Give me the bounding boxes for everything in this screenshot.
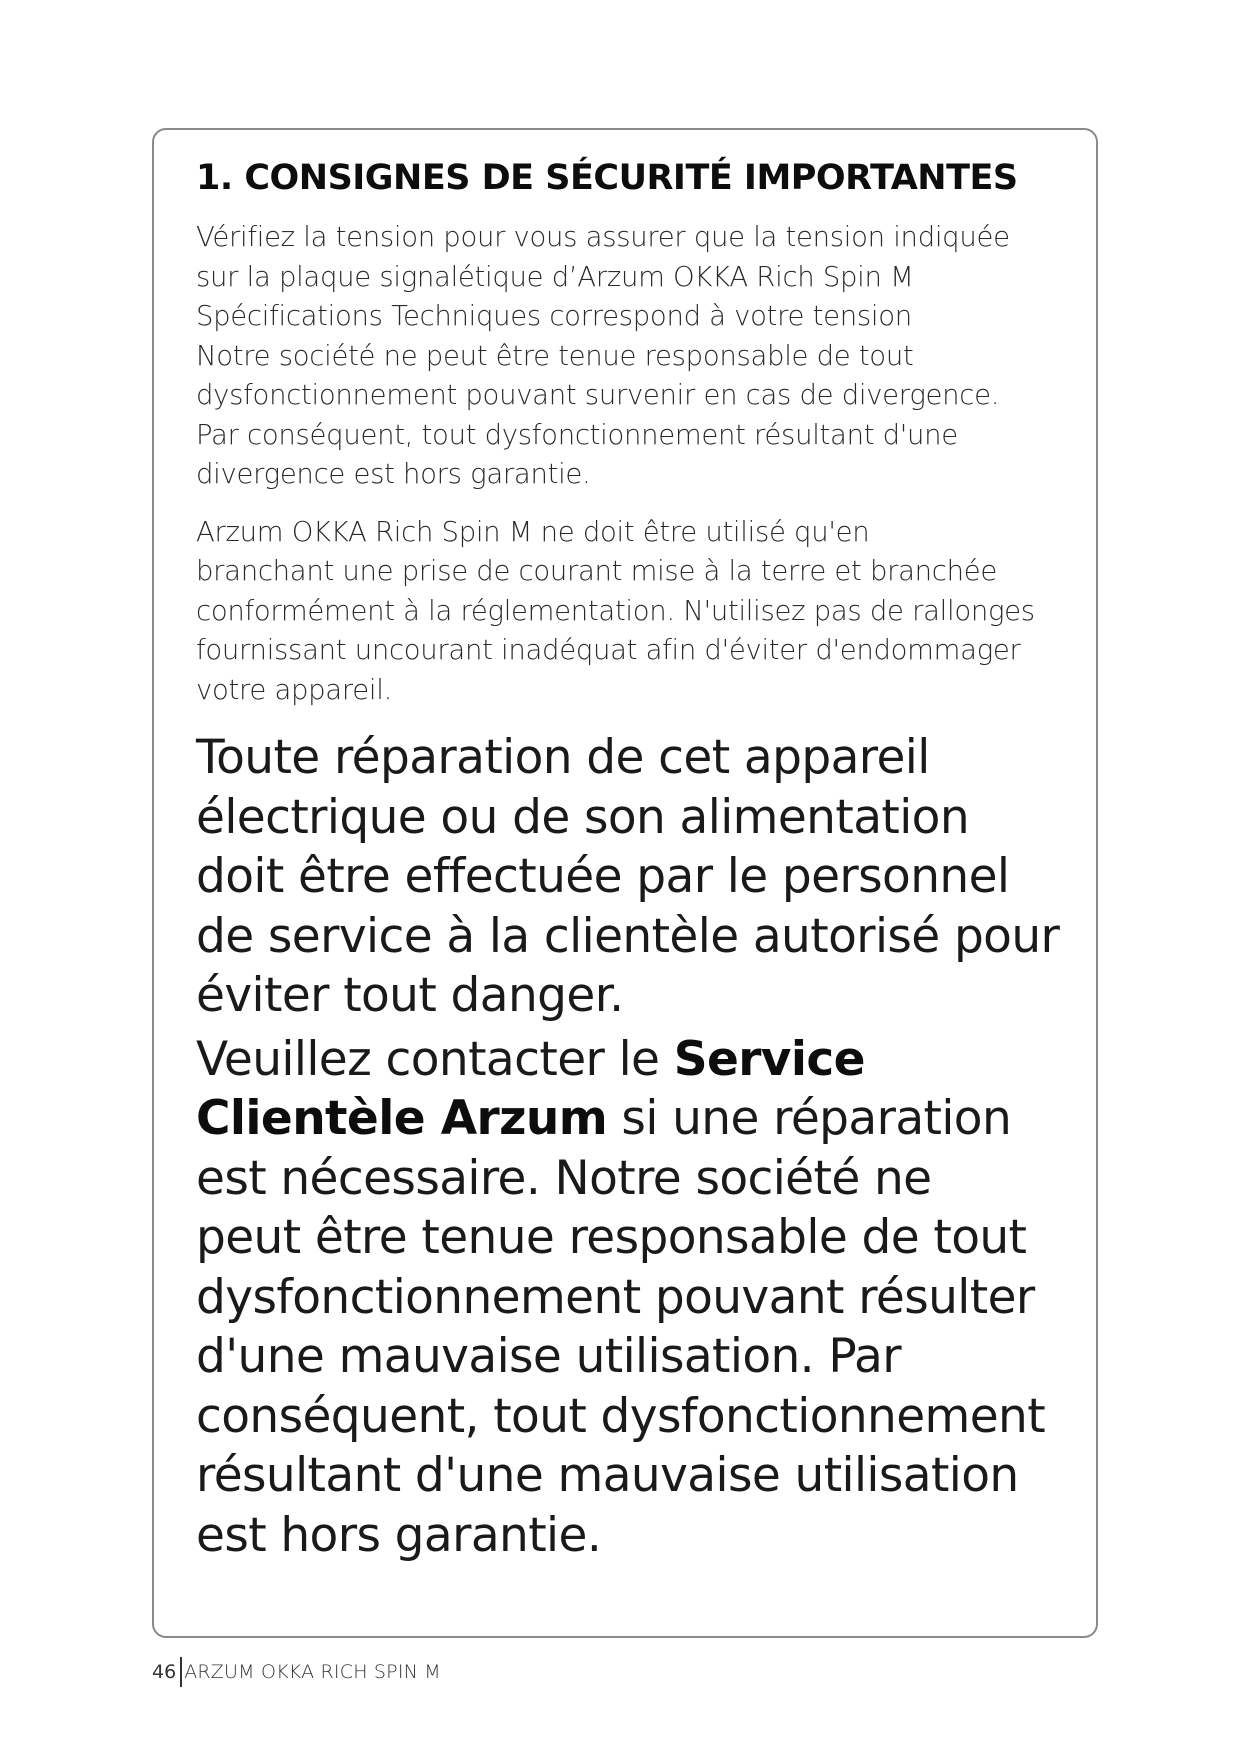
page-number: 46 xyxy=(152,1661,177,1683)
text-line: peut être tenue responsable de tout xyxy=(196,1210,1027,1265)
text-line: fournissant uncourant inadéquat afin d'éviter d'endommager xyxy=(196,634,1021,666)
service-paragraph xyxy=(196,1030,1076,1566)
service-name-bold: Service xyxy=(673,1031,865,1087)
text-line: divergence est hors garantie. xyxy=(196,458,591,490)
text-line: Vérifiez la tension pour vous assurer que la tension indiquée xyxy=(196,221,1010,253)
product-name: ARZUM OKKA RICH SPIN M xyxy=(184,1661,441,1683)
grounding-paragraph xyxy=(196,513,1076,711)
text-line: Toute réparation de cet appareil xyxy=(196,730,930,785)
text-line: d'une mauvaise utilisation. Par xyxy=(196,1329,901,1384)
voltage-paragraph xyxy=(196,218,1076,495)
text-line: dysfonctionnement pouvant résulter xyxy=(196,1269,1035,1325)
text-run: si une réparation xyxy=(607,1091,1012,1146)
text-line: dysfonctionnement pouvant survenir en cas de divergence. xyxy=(196,379,1000,411)
section-heading: 1. CONSIGNES DE SÉCURITÉ IMPORTANTES xyxy=(196,158,1018,198)
text-line: est hors garantie. xyxy=(196,1507,602,1563)
text-line xyxy=(196,1089,1076,1149)
text-line: Spécifications Techniques correspond à votre tension xyxy=(196,300,912,332)
text-line: conséquent, tout dysfonctionnement xyxy=(196,1388,1046,1444)
footer-divider xyxy=(180,1657,182,1687)
text-line: Notre société ne peut être tenue responsable de tout xyxy=(196,339,914,372)
text-line: Arzum OKKA Rich Spin M ne doit être utilisé qu'en xyxy=(196,515,870,548)
text-run: Veuillez contacter le xyxy=(196,1031,674,1087)
text-line: doit être effectuée par le personnel xyxy=(196,849,1010,904)
text-line: résultant d'une mauvaise utilisation xyxy=(196,1448,1019,1503)
page-footer xyxy=(152,1657,441,1687)
text-line: Par conséquent, tout dysfonctionnement résultant d'une xyxy=(196,418,958,451)
text-line: est nécessaire. Notre société ne xyxy=(196,1150,932,1206)
text-line: éviter tout danger. xyxy=(196,968,624,1023)
text-line: conformément à la réglementation. N'utilisez pas de rallonges xyxy=(196,594,1035,627)
text-line: sur la plaque signalétique d’Arzum OKKA Rich Spin M xyxy=(196,260,914,293)
text-line: électrique ou de son alimentation xyxy=(196,789,970,845)
text-line: de service à la clientèle autorisé pour xyxy=(196,908,1060,964)
text-line xyxy=(196,1030,1076,1090)
text-line: branchant une prise de courant mise à la terre et branchée xyxy=(196,555,997,587)
safety-section xyxy=(196,158,1076,1569)
repair-paragraph xyxy=(196,728,1076,1026)
service-name-bold: Clientèle Arzum xyxy=(196,1091,608,1146)
text-line: votre appareil. xyxy=(196,673,393,706)
